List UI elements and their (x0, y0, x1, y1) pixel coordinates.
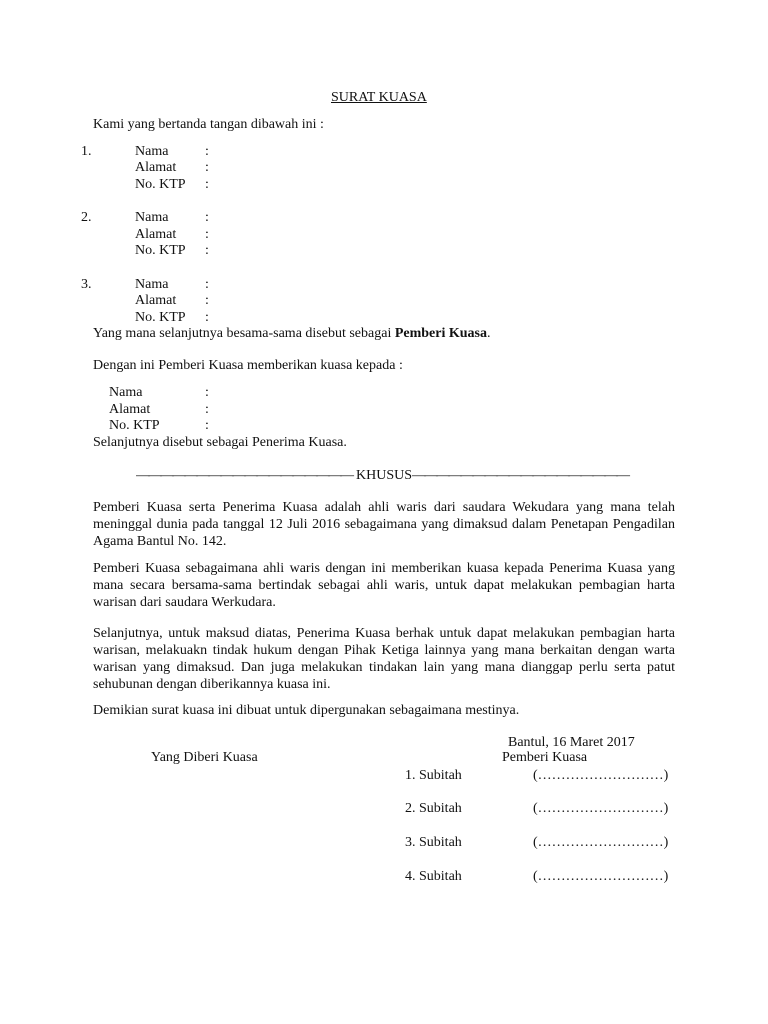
signatory-name: 4. Subitah (405, 869, 462, 884)
signatory-name: 3. Subitah (405, 835, 462, 850)
field-sep: : (205, 385, 209, 400)
place-date: Bantul, 16 Maret 2017 (508, 735, 635, 750)
field-sep: : (205, 402, 209, 417)
field-label-ktp: No. KTP (135, 310, 186, 325)
field-label-alamat: Alamat (109, 402, 151, 417)
divider-line-left: —————————————————— (136, 468, 352, 483)
signature-blank: (………………………) (533, 801, 669, 816)
grantor-number: 1. (81, 144, 92, 159)
signature-blank: (………………………) (533, 869, 669, 884)
grantor-heading: Pemberi Kuasa (502, 750, 588, 765)
intro-text: Kami yang bertanda tangan dibawah ini : (93, 117, 324, 132)
field-sep: : (205, 310, 209, 325)
recipient-heading: Yang Diberi Kuasa (151, 750, 258, 765)
khusus-label: KHUSUS (356, 468, 413, 483)
field-sep: : (205, 160, 209, 175)
field-sep: : (205, 243, 209, 258)
field-label-nama: Nama (135, 144, 169, 159)
field-sep: : (205, 227, 209, 242)
field-label-nama: Nama (109, 385, 143, 400)
field-sep: : (205, 277, 209, 292)
field-label-nama: Nama (135, 210, 169, 225)
grantor-summary-prefix: Yang mana selanjutnya besama-sama disebut sebagai (93, 326, 395, 341)
field-label-ktp: No. KTP (109, 418, 160, 433)
signature-blank: (………………………) (533, 835, 669, 850)
grantor-summary (93, 325, 490, 342)
grant-intro: Dengan ini Pemberi Kuasa memberikan kuasa kepada : (93, 358, 403, 373)
field-sep: : (205, 144, 209, 159)
field-label-alamat: Alamat (135, 293, 177, 308)
field-label-alamat: Alamat (135, 227, 177, 242)
paragraph-closing: Demikian surat kuasa ini dibuat untuk dipergunakan sebagaimana mestinya. (93, 703, 520, 718)
grantor-number: 2. (81, 210, 92, 225)
field-label-nama: Nama (135, 277, 169, 292)
recipient-summary: Selanjutnya disebut sebagai Penerima Kuasa. (93, 435, 347, 450)
grantor-number: 3. (81, 277, 92, 292)
paragraph-3: Selanjutnya, untuk maksud diatas, Penerima Kuasa berhak untuk dapat melakukan pembagian harta warisan, melakuakn tindak hukum dengan Pihak Ketiga lainnya yang mana berkaitan dengan warta warisan yang dimaksud. Dan juga melakukan tindakan lain yang mana dianggap perlu serta patut sehubunan dengan diberikannya kuasa ini. (93, 626, 675, 692)
field-sep: : (205, 177, 209, 192)
field-sep: : (205, 210, 209, 225)
grantor-summary-bold: Pemberi Kuasa (394, 326, 487, 341)
field-sep: : (205, 293, 209, 308)
signatory-name: 2. Subitah (405, 801, 462, 816)
document-title: SURAT KUASA (331, 90, 427, 105)
signatory-name: 1. Subitah (405, 768, 462, 783)
field-sep: : (205, 418, 209, 433)
field-label-ktp: No. KTP (135, 177, 186, 192)
paragraph-1: Pemberi Kuasa serta Penerima Kuasa adalah ahli waris dari saudara Wekudara yang mana telah meninggal dunia pada tanggal 12 Juli 2016 sebagaimana yang dimaksud dalam Penetapan Pengadilan Agama Bantul No. 142. (93, 500, 675, 549)
divider-line-right: —————————————————— (412, 468, 629, 483)
field-label-alamat: Alamat (135, 160, 177, 175)
field-label-ktp: No. KTP (135, 243, 186, 258)
khusus-divider (136, 467, 632, 484)
grantor-summary-suffix: . (486, 326, 491, 341)
paragraph-2: Pemberi Kuasa sebagaimana ahli waris dengan ini memberikan kuasa kepada Penerima Kuasa yang mana secara bersama-sama bertindak sebagai ahli waris, untuk dapat melakukan pembagian harta warisan dari saudara Werkudara. (93, 561, 675, 610)
signature-blank: (………………………) (533, 768, 669, 783)
